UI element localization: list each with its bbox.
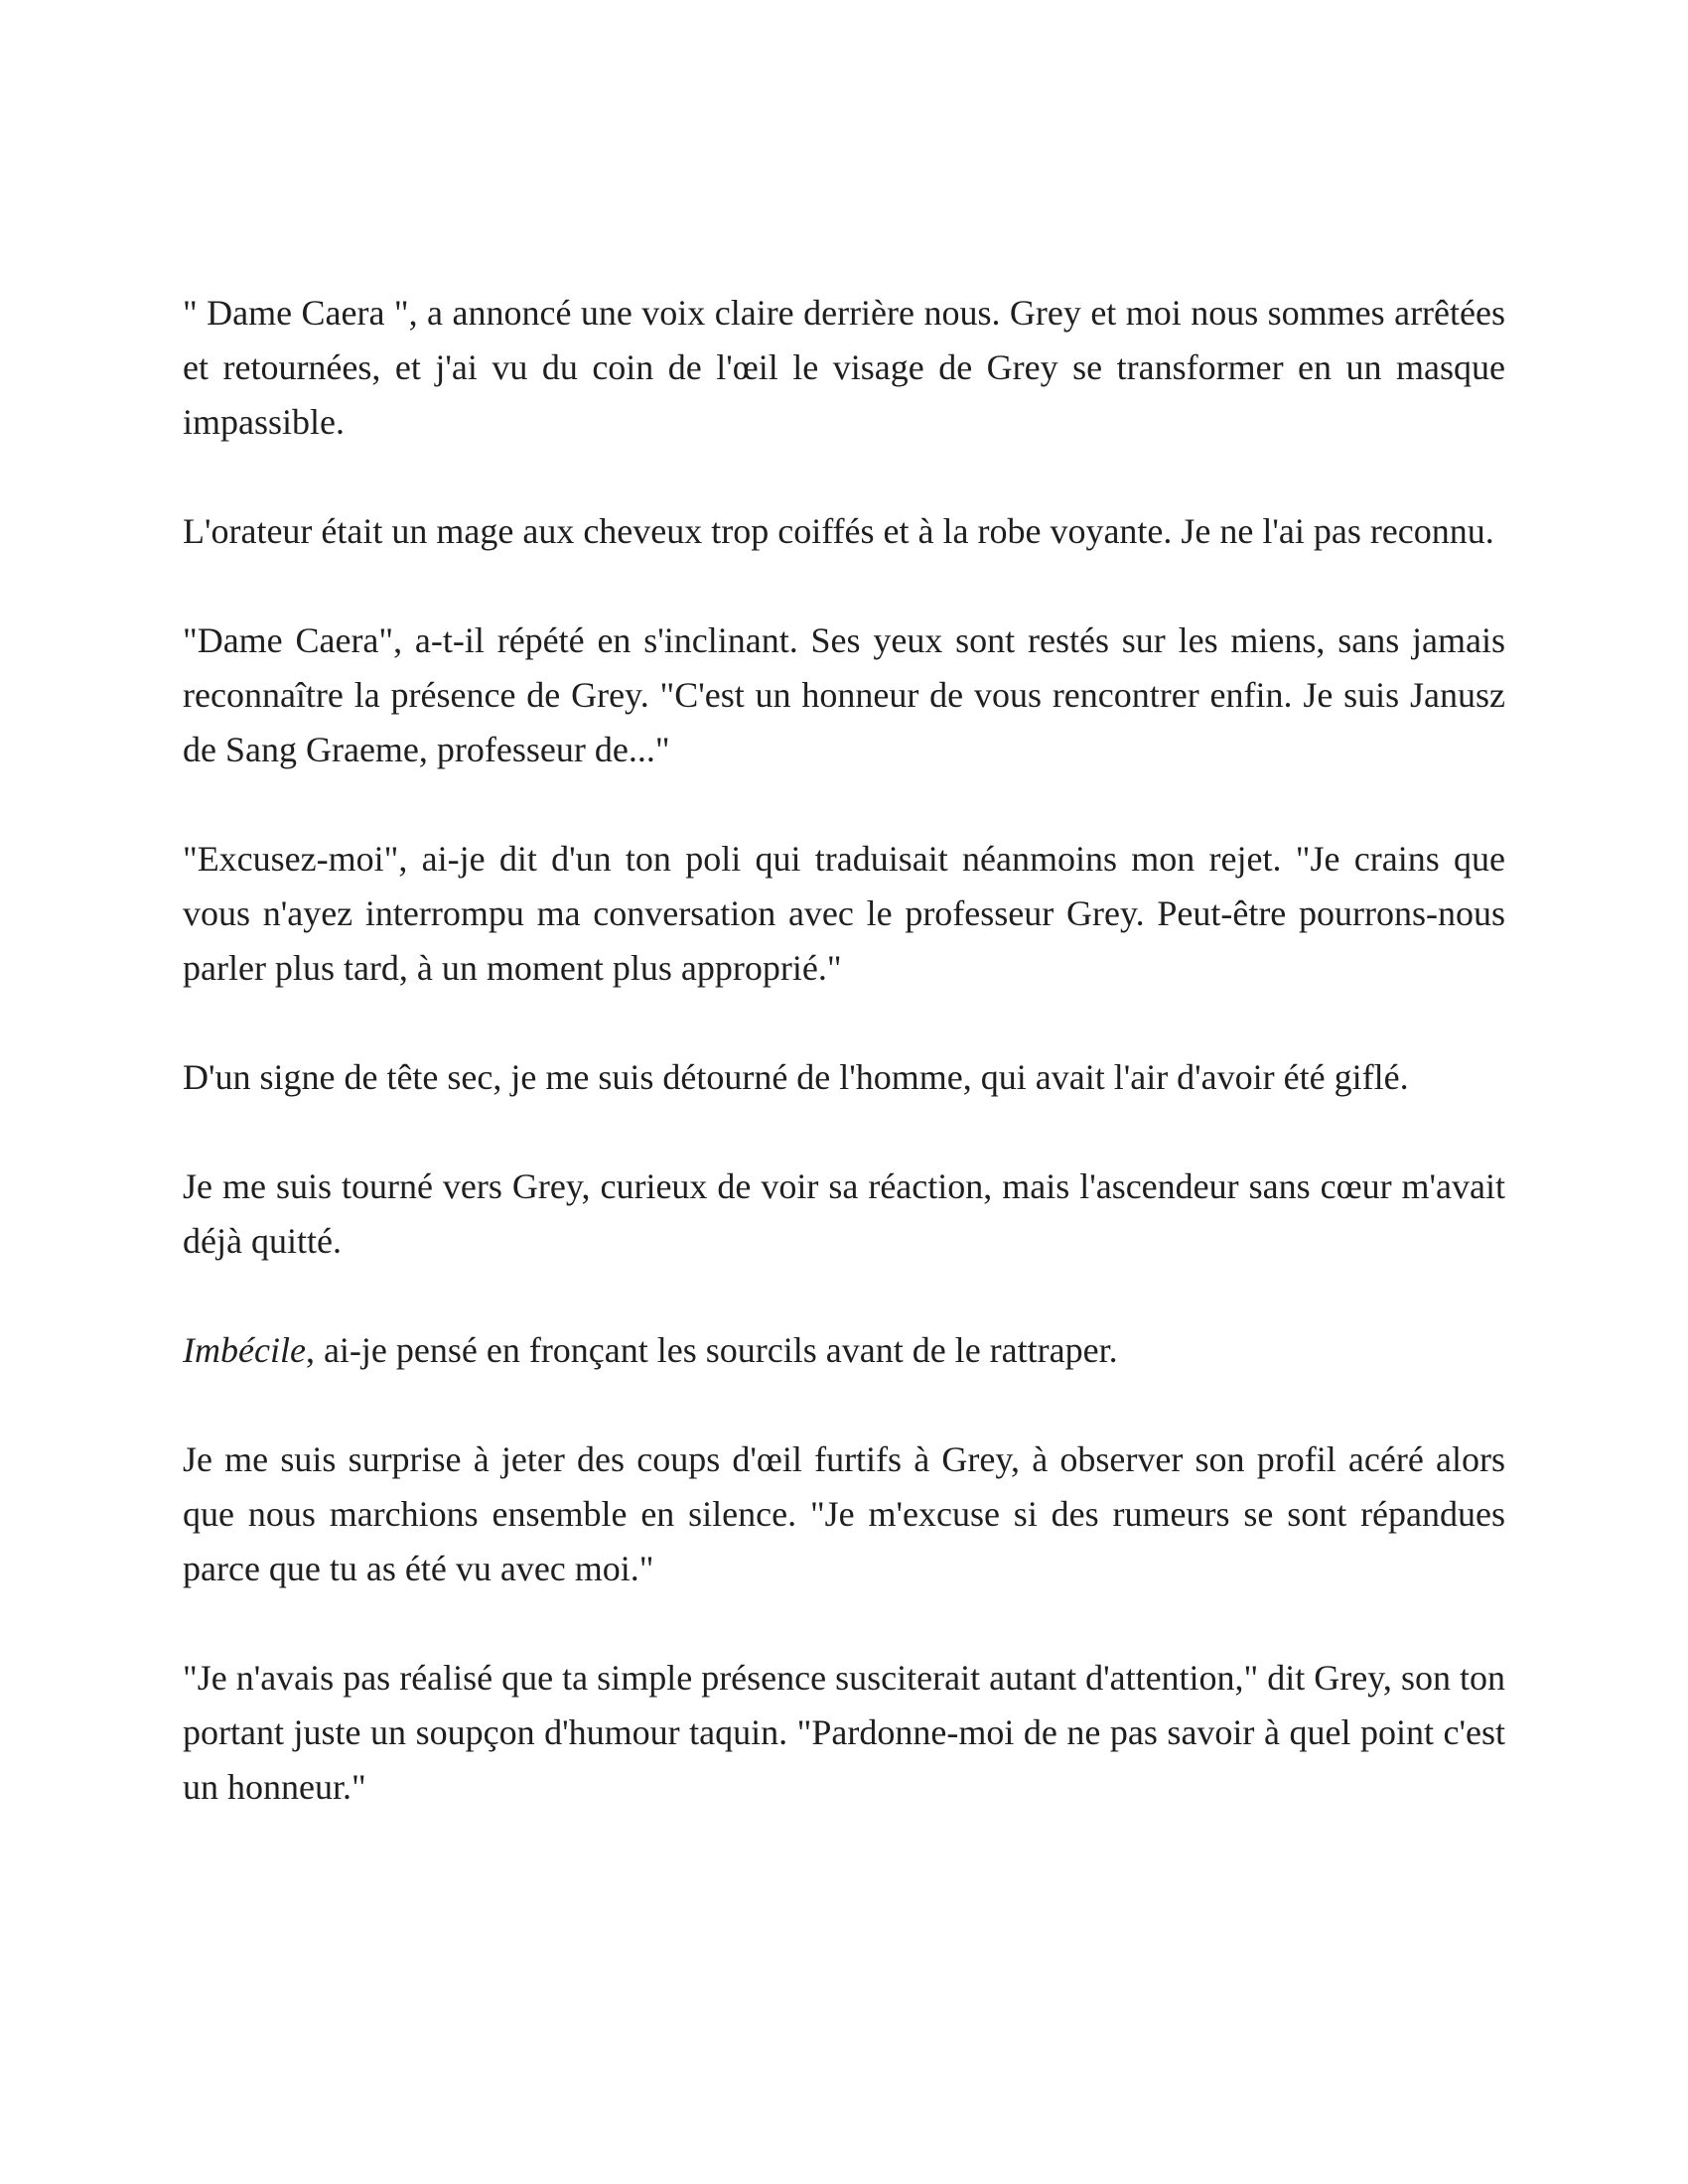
- paragraph-text: , ai-je pensé en fronçant les sourcils avant de le rattraper.: [305, 1330, 1118, 1370]
- paragraph-2: [183, 504, 1505, 559]
- paragraph-4: [183, 832, 1505, 996]
- paragraph-3: [183, 614, 1505, 777]
- paragraph-1: [183, 286, 1505, 450]
- italic-word: Imbécile: [183, 1330, 306, 1370]
- paragraph-text: "Je n'avais pas réalisé que ta simple présence susciterait autant d'attention," dit Grey, son ton portant juste un soupçon d'humour taquin. "Pardonne-moi de ne pas savoir à quel point c'est un honneur.": [183, 1658, 1505, 1807]
- paragraph-text: " Dame Caera ", a annoncé une voix claire derrière nous. Grey et moi nous sommes arrêtées et retournées, et j'ai vu du coin de l'œil le visage de Grey se transformer en un masque impassible.: [183, 293, 1505, 442]
- paragraph-7: [183, 1323, 1505, 1378]
- document-body: [183, 286, 1505, 1869]
- paragraph-text: D'un signe de tête sec, je me suis détourné de l'homme, qui avait l'air d'avoir été giflé.: [183, 1057, 1409, 1097]
- paragraph-text: "Excusez-moi", ai-je dit d'un ton poli qui traduisait néanmoins mon rejet. "Je crains que vous n'ayez interrompu ma conversation avec le professeur Grey. Peut-être pourrons-nous parler plus tard, à un moment plus approprié.": [183, 839, 1505, 988]
- paragraph-9: [183, 1651, 1505, 1815]
- paragraph-8: [183, 1433, 1505, 1596]
- paragraph-text: Je me suis tourné vers Grey, curieux de voir sa réaction, mais l'ascendeur sans cœur m'avait déjà quitté.: [183, 1166, 1505, 1261]
- paragraph-text: L'orateur était un mage aux cheveux trop coiffés et à la robe voyante. Je ne l'ai pas reconnu.: [183, 511, 1494, 551]
- paragraph-5: [183, 1050, 1505, 1105]
- paragraph-6: [183, 1160, 1505, 1269]
- paragraph-text: "Dame Caera", a-t-il répété en s'inclinant. Ses yeux sont restés sur les miens, sans jamais reconnaître la présence de Grey. "C'est un honneur de vous rencontrer enfin. Je suis Janusz de Sang Graeme, professeur de...": [183, 620, 1505, 769]
- paragraph-text: Je me suis surprise à jeter des coups d'œil furtifs à Grey, à observer son profil acéré alors que nous marchions ensemble en silence. "Je m'excuse si des rumeurs se sont répandues parce que tu as été vu avec moi.": [183, 1439, 1505, 1588]
